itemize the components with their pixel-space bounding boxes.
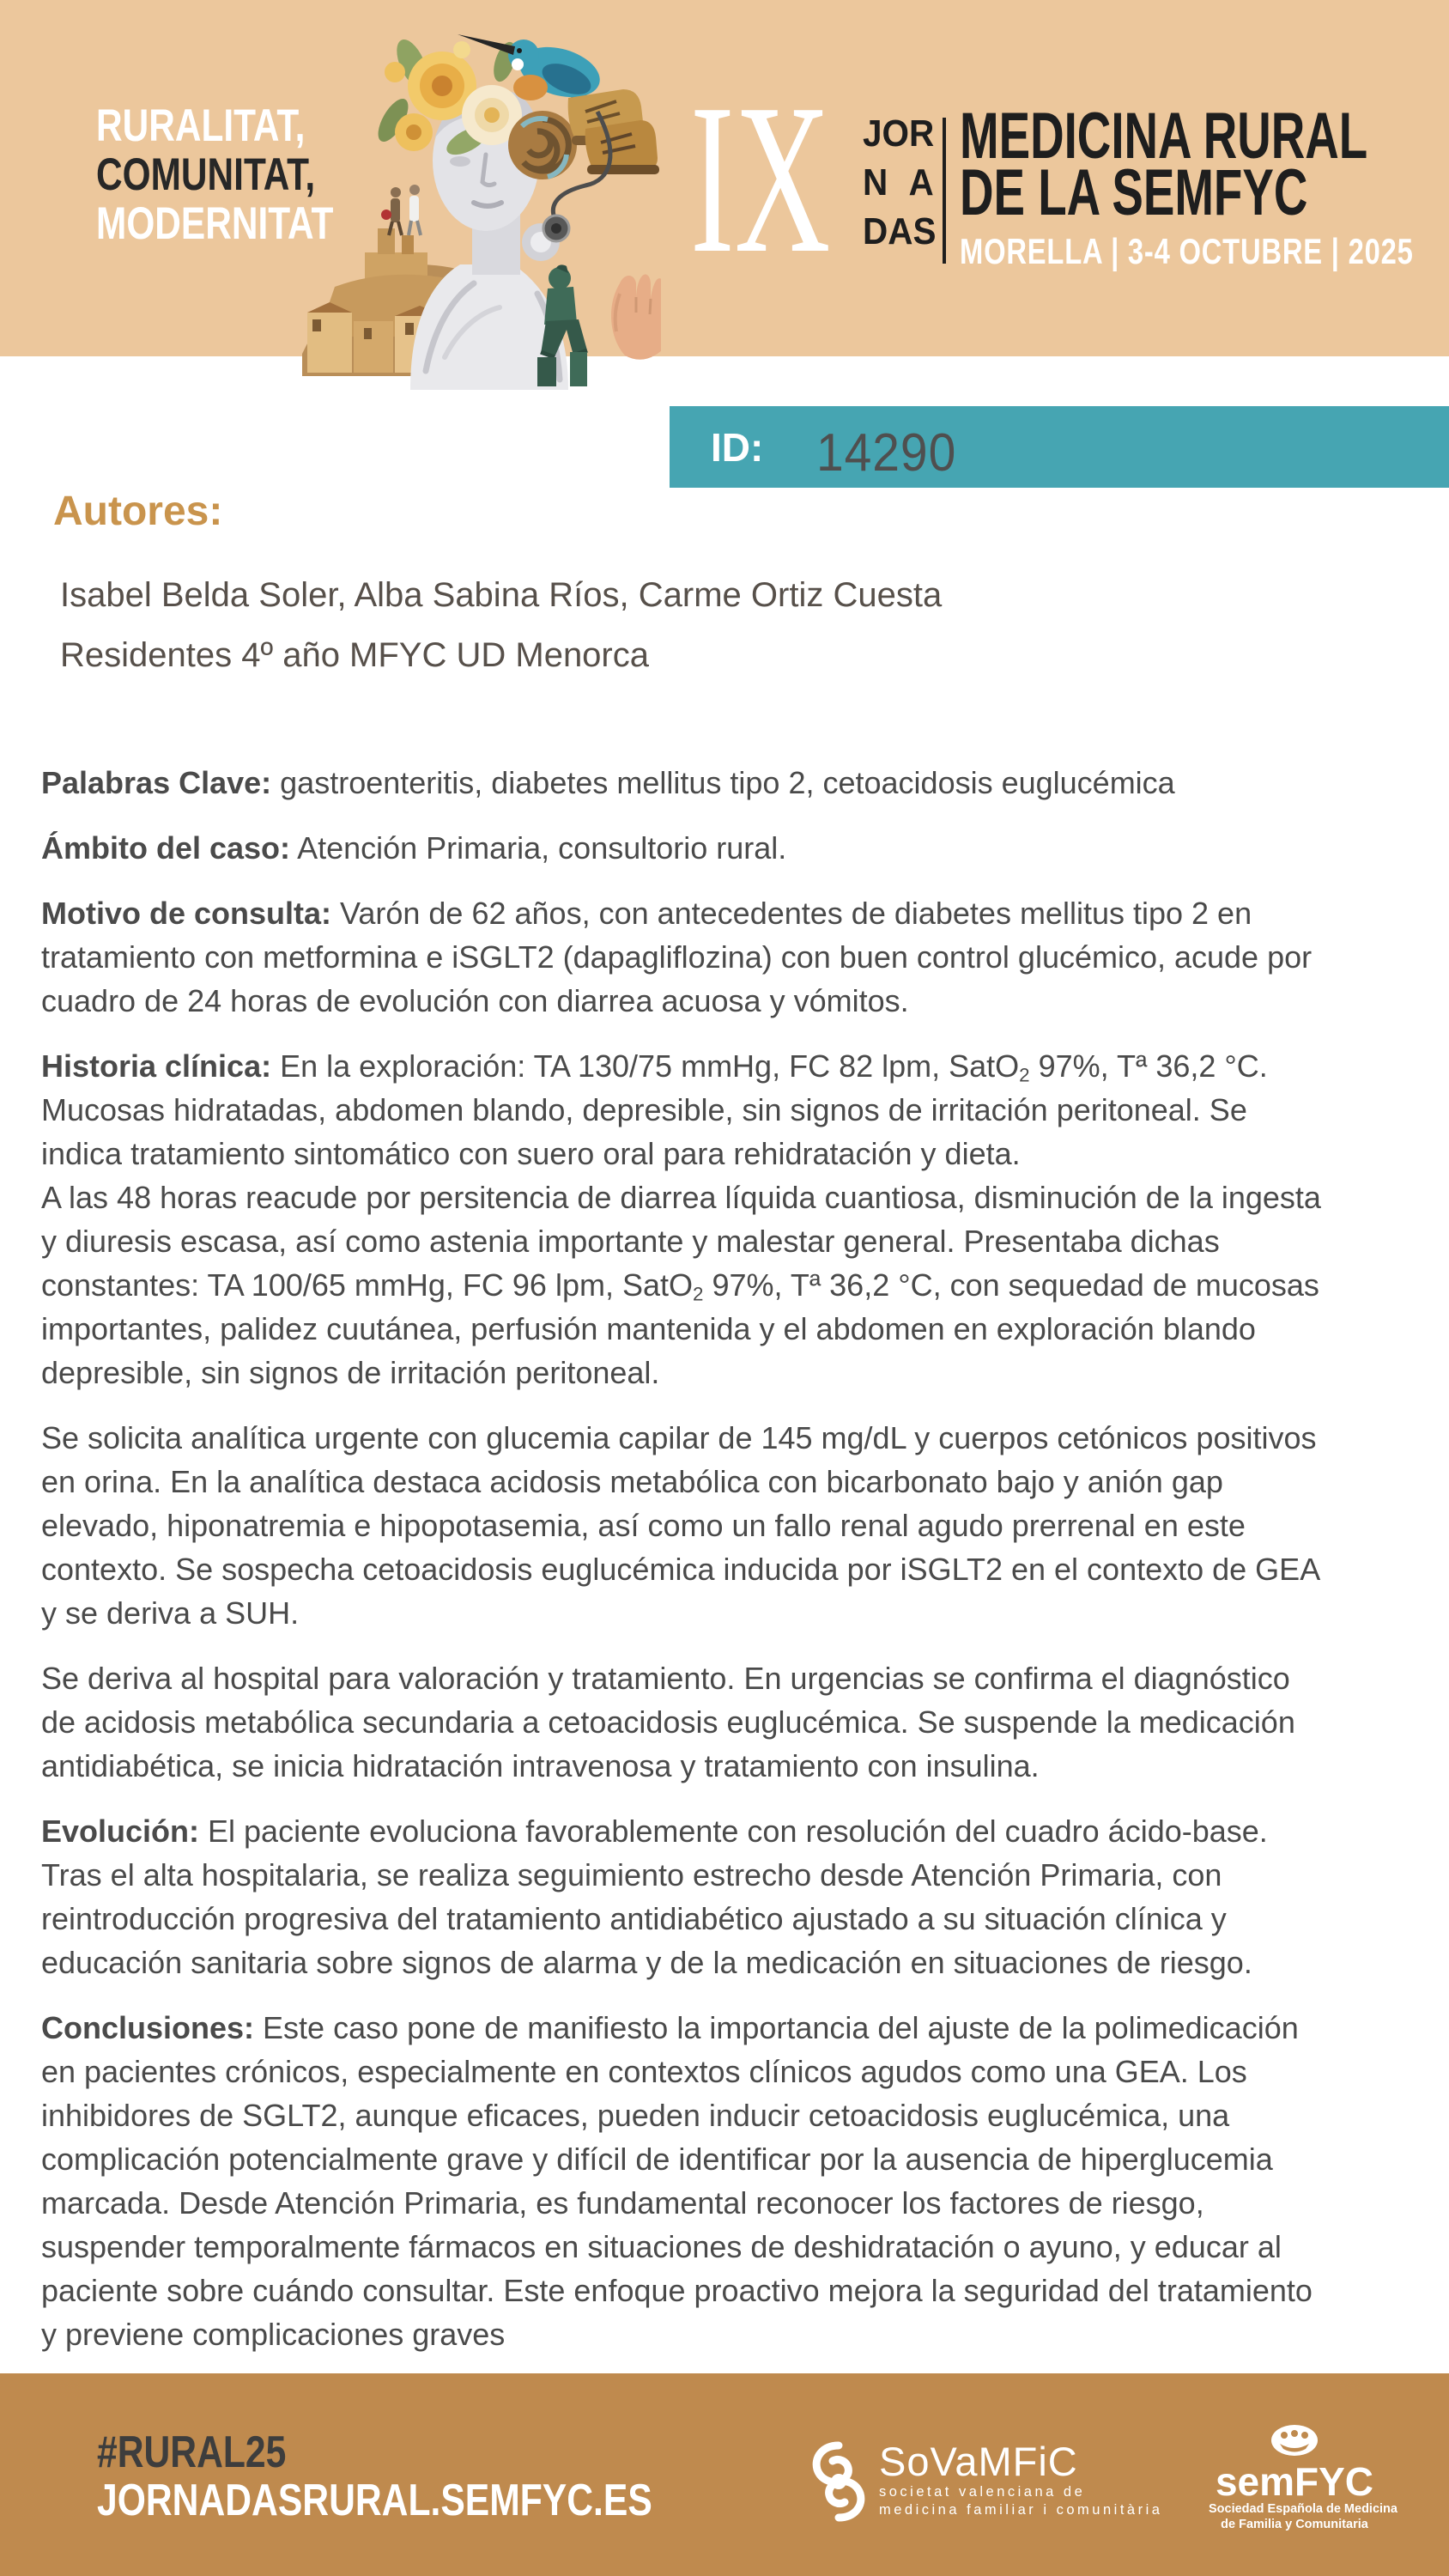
semfyc-logo-line1: Sociedad Española de Medicina: [1209, 2502, 1397, 2516]
body-paragraph: Se deriva al hospital para valoración y tratamiento. En urgencias se confirma el diagnóstico de acidosis metabólica secundaria a cetoacidosis euglucémica. Se suspende la medicación antidiabética, se inicia hidratación intravenosa y tratamiento con insulina.: [41, 1661, 1295, 1783]
authors-affiliation: Residentes 4º año MFYC UD Menorca: [60, 636, 649, 674]
semfyc-logo-name: semFYC: [1215, 2459, 1374, 2504]
ammonite-shell: [508, 111, 577, 179]
jornadas-row: N A: [863, 161, 934, 204]
id-label: ID:: [711, 424, 764, 470]
body-paragraph: Motivo de consulta: Varón de 62 años, con antecedentes de diabetes mellitus tipo 2 en tratamiento con metformina e iSGLT2 (dapagliflozina) con buen control glucémico, acude por cuadro de 24 horas de evolución con diarrea acuosa y vómitos.: [41, 896, 1313, 1018]
sovamfic-logo-line1: societat valenciana de: [879, 2484, 1086, 2500]
event-title-line2: DE LA SEMFYC: [960, 156, 1308, 229]
semfyc-logo-line2: de Familia y Comunitaria: [1221, 2518, 1368, 2531]
tagline-line: MODERNITAT: [96, 198, 334, 249]
title-divider-line: [943, 118, 946, 264]
sovamfic-logo-name: SoVaMFiC: [879, 2439, 1078, 2484]
authors-block: [60, 565, 942, 685]
walking-figures: [381, 185, 421, 235]
sovamfic-logo: [810, 2440, 1162, 2523]
jornadas-row: J O R: [863, 112, 935, 155]
event-title-block: [960, 100, 1449, 271]
event-website[interactable]: JORNADASRURAL.SEMFYC.ES: [97, 2476, 652, 2525]
collage-artwork: [283, 10, 661, 392]
abstract-id-bar: [670, 406, 1449, 488]
body-paragraph: Historia clínica: En la exploración: TA 130/75 mmHg, FC 82 lpm, SatO$_2$ 97%, Tª 36,2 °C. Mucosas hidratadas, abdomen blando, depresible, sin signos de irritación peritoneal. Se indica tratamiento sintomático con suero oral para rehidratación y dieta. A las 48 horas reacude por persitencia de diarrea líquida cuantiosa, disminución de la ingesta y diuresis escasa, así como astenia importante y malestar general. Presentaba dichas constantes: TA 100/65 mmHg, FC 96 lpm, SatO$_2$ 97%, Tª 36,2 °C, con sequedad de mucosas importantes, palidez cuutánea, perfusión mantenida y el abdomen en exploración blando depresible, sin signos de irritación peritoneal.: [41, 1048, 1321, 1390]
semfyc-logo-emblem: [1270, 2423, 1319, 2458]
edition-numeral: IX: [690, 60, 831, 298]
id-value: 14290: [816, 423, 957, 483]
body-paragraph: Se solicita analítica urgente con glucemia capilar de 145 mg/dL y cuerpos cetónicos positivos en orina. En la analítica destaca acidosis metabólica con bicarbonato bajo y anión gap elevado, hiponatremia e hipopotasemia, así como un fallo renal agudo prerrenal en este contexto. Se sospecha cetoacidosis euglucémica inducida por iSGLT2 en el contexto de GEA y se deriva a SUH.: [41, 1420, 1319, 1631]
jornadas-row: D A S: [863, 210, 937, 252]
semfyc-logo: [1209, 2423, 1397, 2532]
body-paragraph: Palabras Clave: gastroenteritis, diabetes mellitus tipo 2, cetoacidosis euglucémica: [41, 765, 1175, 800]
hiking-boots: [568, 89, 659, 174]
body-paragraph: Conclusiones: Este caso pone de manifiesto la importancia del ajuste de la polimedicación en pacientes crónicos, especialmente en contextos clínicos agudos como una GEA. Los inhibidores de SGLT2, aunque eficaces, pueden inducir cetoacidosis euglucémica, una complicación potencialmente grave y difícil de identificar por la ausencia de hiperglucemia marcada. Desde Atención Primaria, es fundamental reconocer los factores de riesgo, suspender temporalmente fármacos en situaciones de deshidratación o ayuno, y educar al paciente sobre cuándo consultar. Este enfoque proactivo mejora la seguridad del tratamiento y previene complicaciones graves: [41, 2010, 1313, 2352]
event-hashtag: #RURAL25: [97, 2427, 287, 2477]
tagline-line: RURALITAT,: [96, 100, 306, 151]
authors-heading: Autores:: [53, 489, 223, 534]
event-location-date: MORELLA | 3-4 OCTUBRE | 2025: [960, 231, 1414, 271]
event-title-line1: MEDICINA RURAL: [960, 100, 1368, 173]
authors-names: Isabel Belda Soler, Alba Sabina Ríos, Carme Ortiz Cuesta: [60, 576, 943, 614]
footer-banner: [0, 2373, 1449, 2576]
hand-photo: [611, 274, 661, 359]
jornadas-stacked-wordmark: [863, 112, 940, 262]
tagline-line: COMUNITAT,: [96, 149, 316, 200]
abstract-body: [41, 761, 1325, 2378]
header-banner: [0, 0, 1449, 356]
body-paragraph: Evolución: El paciente evoluciona favorablemente con resolución del cuadro ácido-base. Tras el alta hospitalaria, se realiza seguimiento estrecho desde Atención Primaria, con reintroducción progresiva del tratamiento antidiabético ajustado a su situación clínica y educación sanitaria sobre signos de alarma y de la medicación en situaciones de riesgo.: [41, 1814, 1268, 1980]
sovamfic-logo-line2: medicina familiar i comunitària: [879, 2502, 1163, 2518]
sovamfic-logo-icon: [810, 2440, 867, 2523]
body-paragraph: Ámbito del caso: Atención Primaria, consultorio rural.: [41, 830, 787, 866]
